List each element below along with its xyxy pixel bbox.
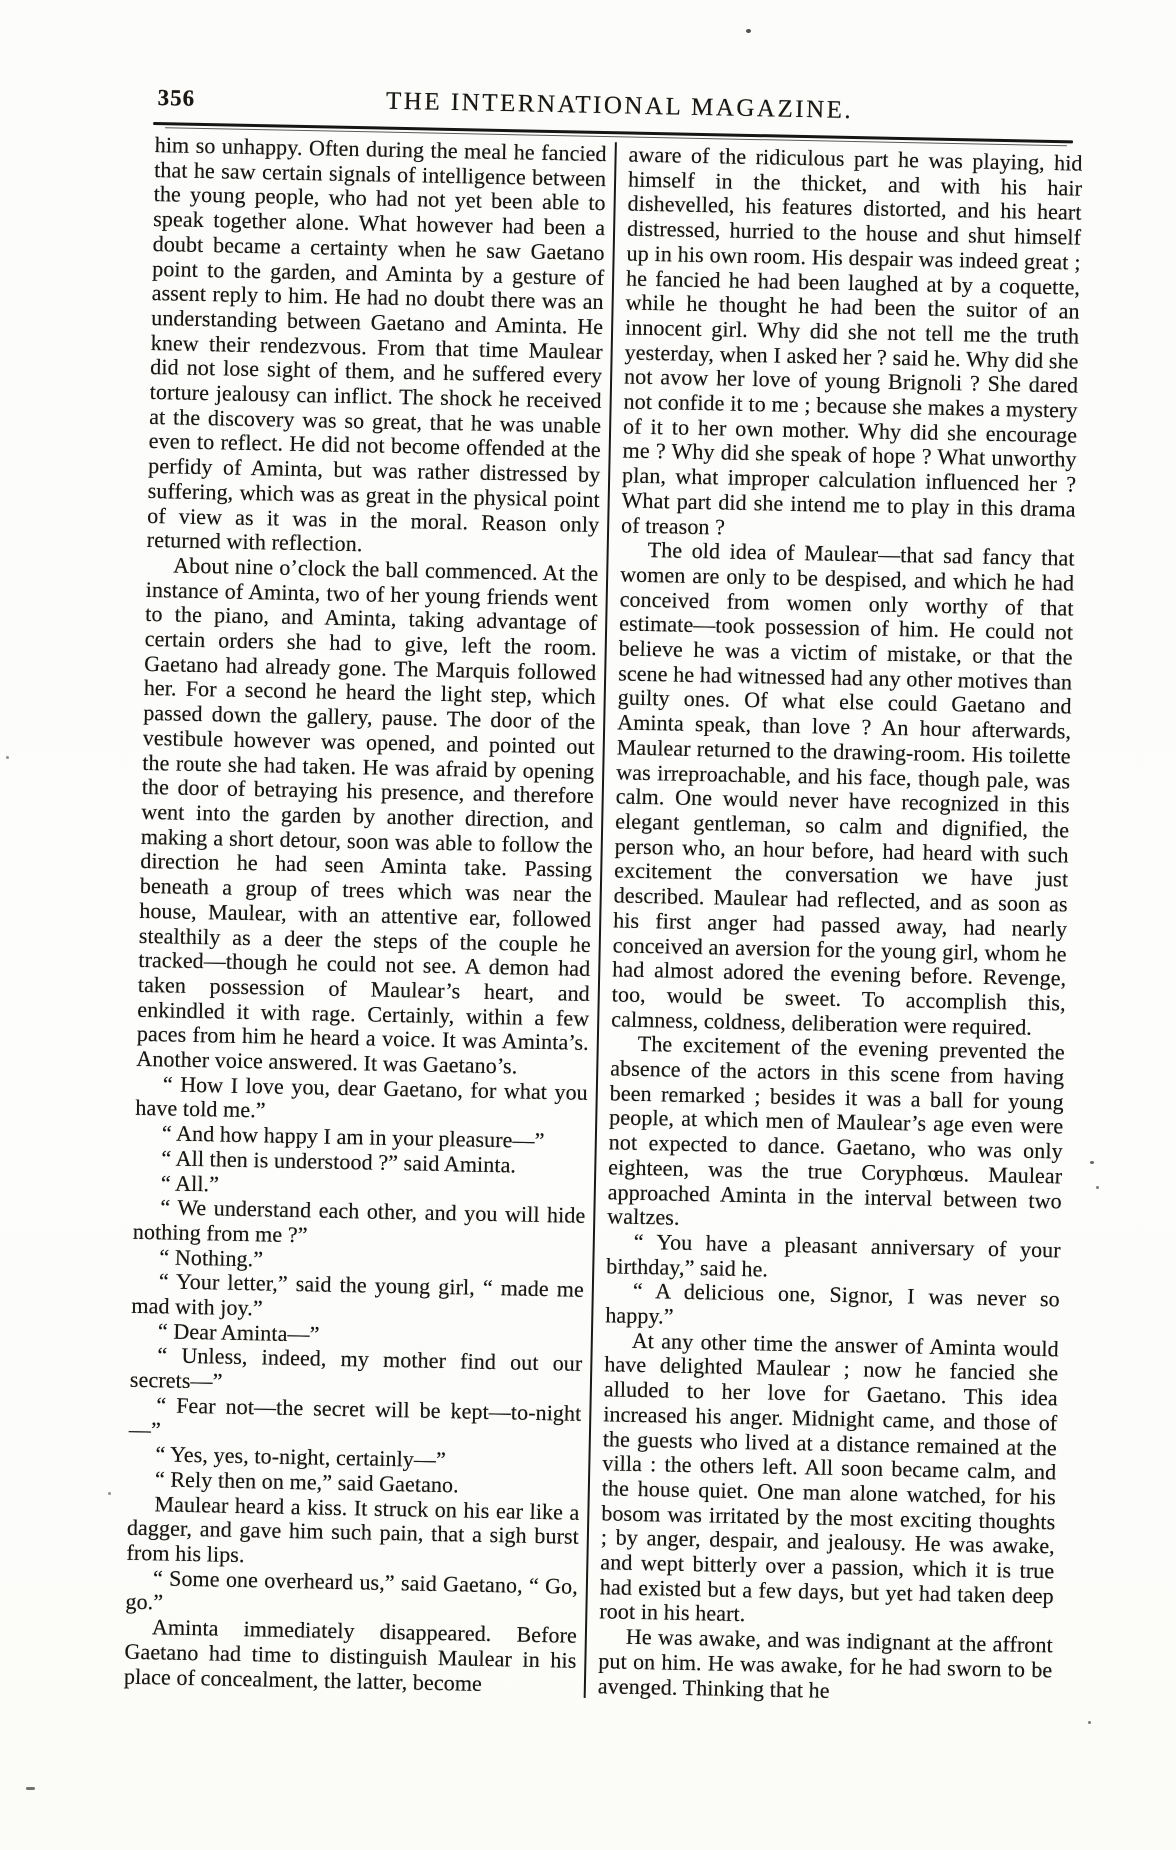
page-content	[124, 82, 1084, 1708]
paragraph: him so unhappy. Often during the meal he fancied that he saw certain signals of intelligence between the young people, who had not yet been able to speak together alone. What however had been a doubt became a certainty when he saw Gaetano point to the garden, and Aminta by a gesture of assent reply to him. He had no doubt there was an understanding between Gaetano and Aminta. He knew their rendezvous. From that time Maulear did not lose sight of them, and he suffered every torture jealousy can inflict. The shock he received at the discovery was so great, that he was unable even to reflect. He did not become offended at the perfidy of Aminta, but was rather distressed by suffering, which was as great in the physical point of view as it was in the moral. Reason only returned with reflection.	[146, 131, 607, 557]
paragraph: The excitement of the evening prevented the absence of the actors in this scene from having been remarked ; besides it was a ball for young people, at which men of Maulear’s age even were not expected to dance. Gaetano, who was only eighteen, was the true Coryphœus. Maulear approached Aminta in the interval between two waltzes.	[607, 1031, 1065, 1230]
text-columns	[124, 133, 1083, 1708]
paragraph: “ A delicious one, Signor, I was never so happy.”	[605, 1278, 1061, 1329]
scan-speck	[1088, 1721, 1091, 1724]
paragraph: “ All.”	[160, 1169, 220, 1197]
paragraph: “ Rely then on me,” said Gaetano.	[154, 1466, 460, 1498]
right-column	[598, 143, 1083, 1708]
paragraph: He was awake, and was indignant at the affront put on him. He was awake, for he had sworn to be avenged. Thinking that he	[597, 1623, 1054, 1703]
paragraph: “ All then is understood ?” said Aminta.	[161, 1145, 517, 1178]
paragraph: Maulear heard a kiss. It struck on his ear like a dagger, and gave him such pain, that a sigh burst from his lips.	[126, 1490, 580, 1568]
paragraph: “ You have a pleasant anniversary of your birthday,” said he.	[606, 1228, 1061, 1282]
paragraph: “ Yes, yes, to-night, certainly—”	[155, 1441, 447, 1473]
paragraph: Aminta immediately disappeared. Before Gaetano had time to distinguish Maulear in his place of concealment, the latter, become	[123, 1614, 578, 1696]
paragraph: “ And how happy I am in your pleasure—”	[161, 1120, 545, 1154]
paragraph: “ Some one overheard us,” said Gaetano, “ Go, go.”	[125, 1565, 579, 1615]
scan-speck	[6, 756, 9, 759]
paragraph: “ Your letter,” said the young girl, “ made me mad with joy.”	[131, 1268, 585, 1321]
paragraph: aware of the ridiculous part he was playing, hid himself in the thicket, and with his hair dishevelled, his features distorted, and his heart distressed, hurried to the house and shut himself up in his own room. His despair was indeed great ; he fancied he had been laughed at by a coquette, while he thought he had been the suitor of an innocent girl. Why did she not tell me the truth yesterday, when I asked her ? said he. Why did she not avow her love of young Brignoli ? She dared not confide it to me ; because she makes a mystery of it to her own mother. Why did she encourage me ? Why did she speak of hope ? What unworthy plan, what improper calculation influenced her ? What part did she intend me to play in this drama of treason ?	[620, 141, 1083, 540]
scan-speck	[746, 29, 751, 33]
paragraph: “ Fear not—the secret will be kept—to-night—”	[128, 1392, 582, 1442]
page-title: THE INTERNATIONAL MAGAZINE.	[385, 87, 854, 124]
paragraph: About nine o’clock the ball commenced. At the instance of Aminta, two of her young friends went to the piano, and Aminta, taking advantage of certain orders she had to give, left the room. Gaetano had already gone. The Marquis followed her. For a second he heard the light step, which passed down the gallery, pause. The door of the vestibule however was opened, and pointed out the route she had taken. He was afraid by opening the door of betraying his presence, and therefore went into the garden by another direction, and making a short detour, soon was able to follow the direction he had seen Aminta take. Passing beneath a group of trees which was near the house, Maulear, with an attentive ear, followed stealthily as a deer the steps of the couple he tracked—though he could not see. A demon had taken possession of Maulear’s heart, and enkindled it with rage. Certainly, within a few paces from him he heard a voice. It was Aminta’s. Another voice answered. It was Gaetano’s.	[136, 552, 599, 1079]
paragraph: “ Nothing.”	[159, 1243, 264, 1272]
paragraph: “ We understand each other, and you will hide nothing from me ?”	[132, 1194, 586, 1248]
scan-speck	[1090, 1161, 1094, 1164]
paragraph: “ Unless, indeed, my mother find out our secrets—”	[129, 1342, 583, 1394]
paragraph: “ Dear Aminta—”	[157, 1318, 320, 1347]
page-number: 356	[157, 85, 196, 111]
paragraph: The old idea of Maulear—that sad fancy that women are only to be despised, and which he had conceived from women only worthy of that estimate—took possession of him. He could not believe he was a victim of mistake, or that the scene he had witnessed had any other motives than guilty ones. Of what else could Gaetano and Aminta speak, than love ? An hour afterwards, Maulear returned to the drawing-room. His toilette was irreproachable, and his face, though pale, was calm. One would never have recognized in this elegant gentleman, so calm and dignified, the person who, an hour before, had heard with such excitement the conversation we have just described. Maulear had reflected, and as soon as his first anger had passed away, had nearly conceived an aversion for the young girl, whom he had almost adored the evening before. Revenge, too, would be sweet. To accomplish this, calmness, coldness, deliberation were required.	[611, 537, 1075, 1040]
paragraph: “ How I love you, dear Gaetano, for what you have told me.”	[135, 1071, 589, 1123]
scan-speck	[26, 1787, 35, 1790]
left-column	[124, 133, 607, 1698]
paragraph: At any other time the answer of Aminta would have delighted Maulear ; now he fancied she alluded to her love for Gaetano. This idea increased his anger. Midnight came, and those of the guests who lived at a distance remained at the villa : the others left. All soon became calm, and the house quiet. One man alone watched, for his bosom was irritated by the most exciting thoughts ; by anger, despair, and jealousy. He was awake, and wept bitterly over a passion, which it is true had existed but a few days, but yet had taken deep root in his heart.	[599, 1327, 1060, 1627]
scan-speck	[108, 1492, 111, 1495]
scan-speck	[1096, 1186, 1099, 1189]
